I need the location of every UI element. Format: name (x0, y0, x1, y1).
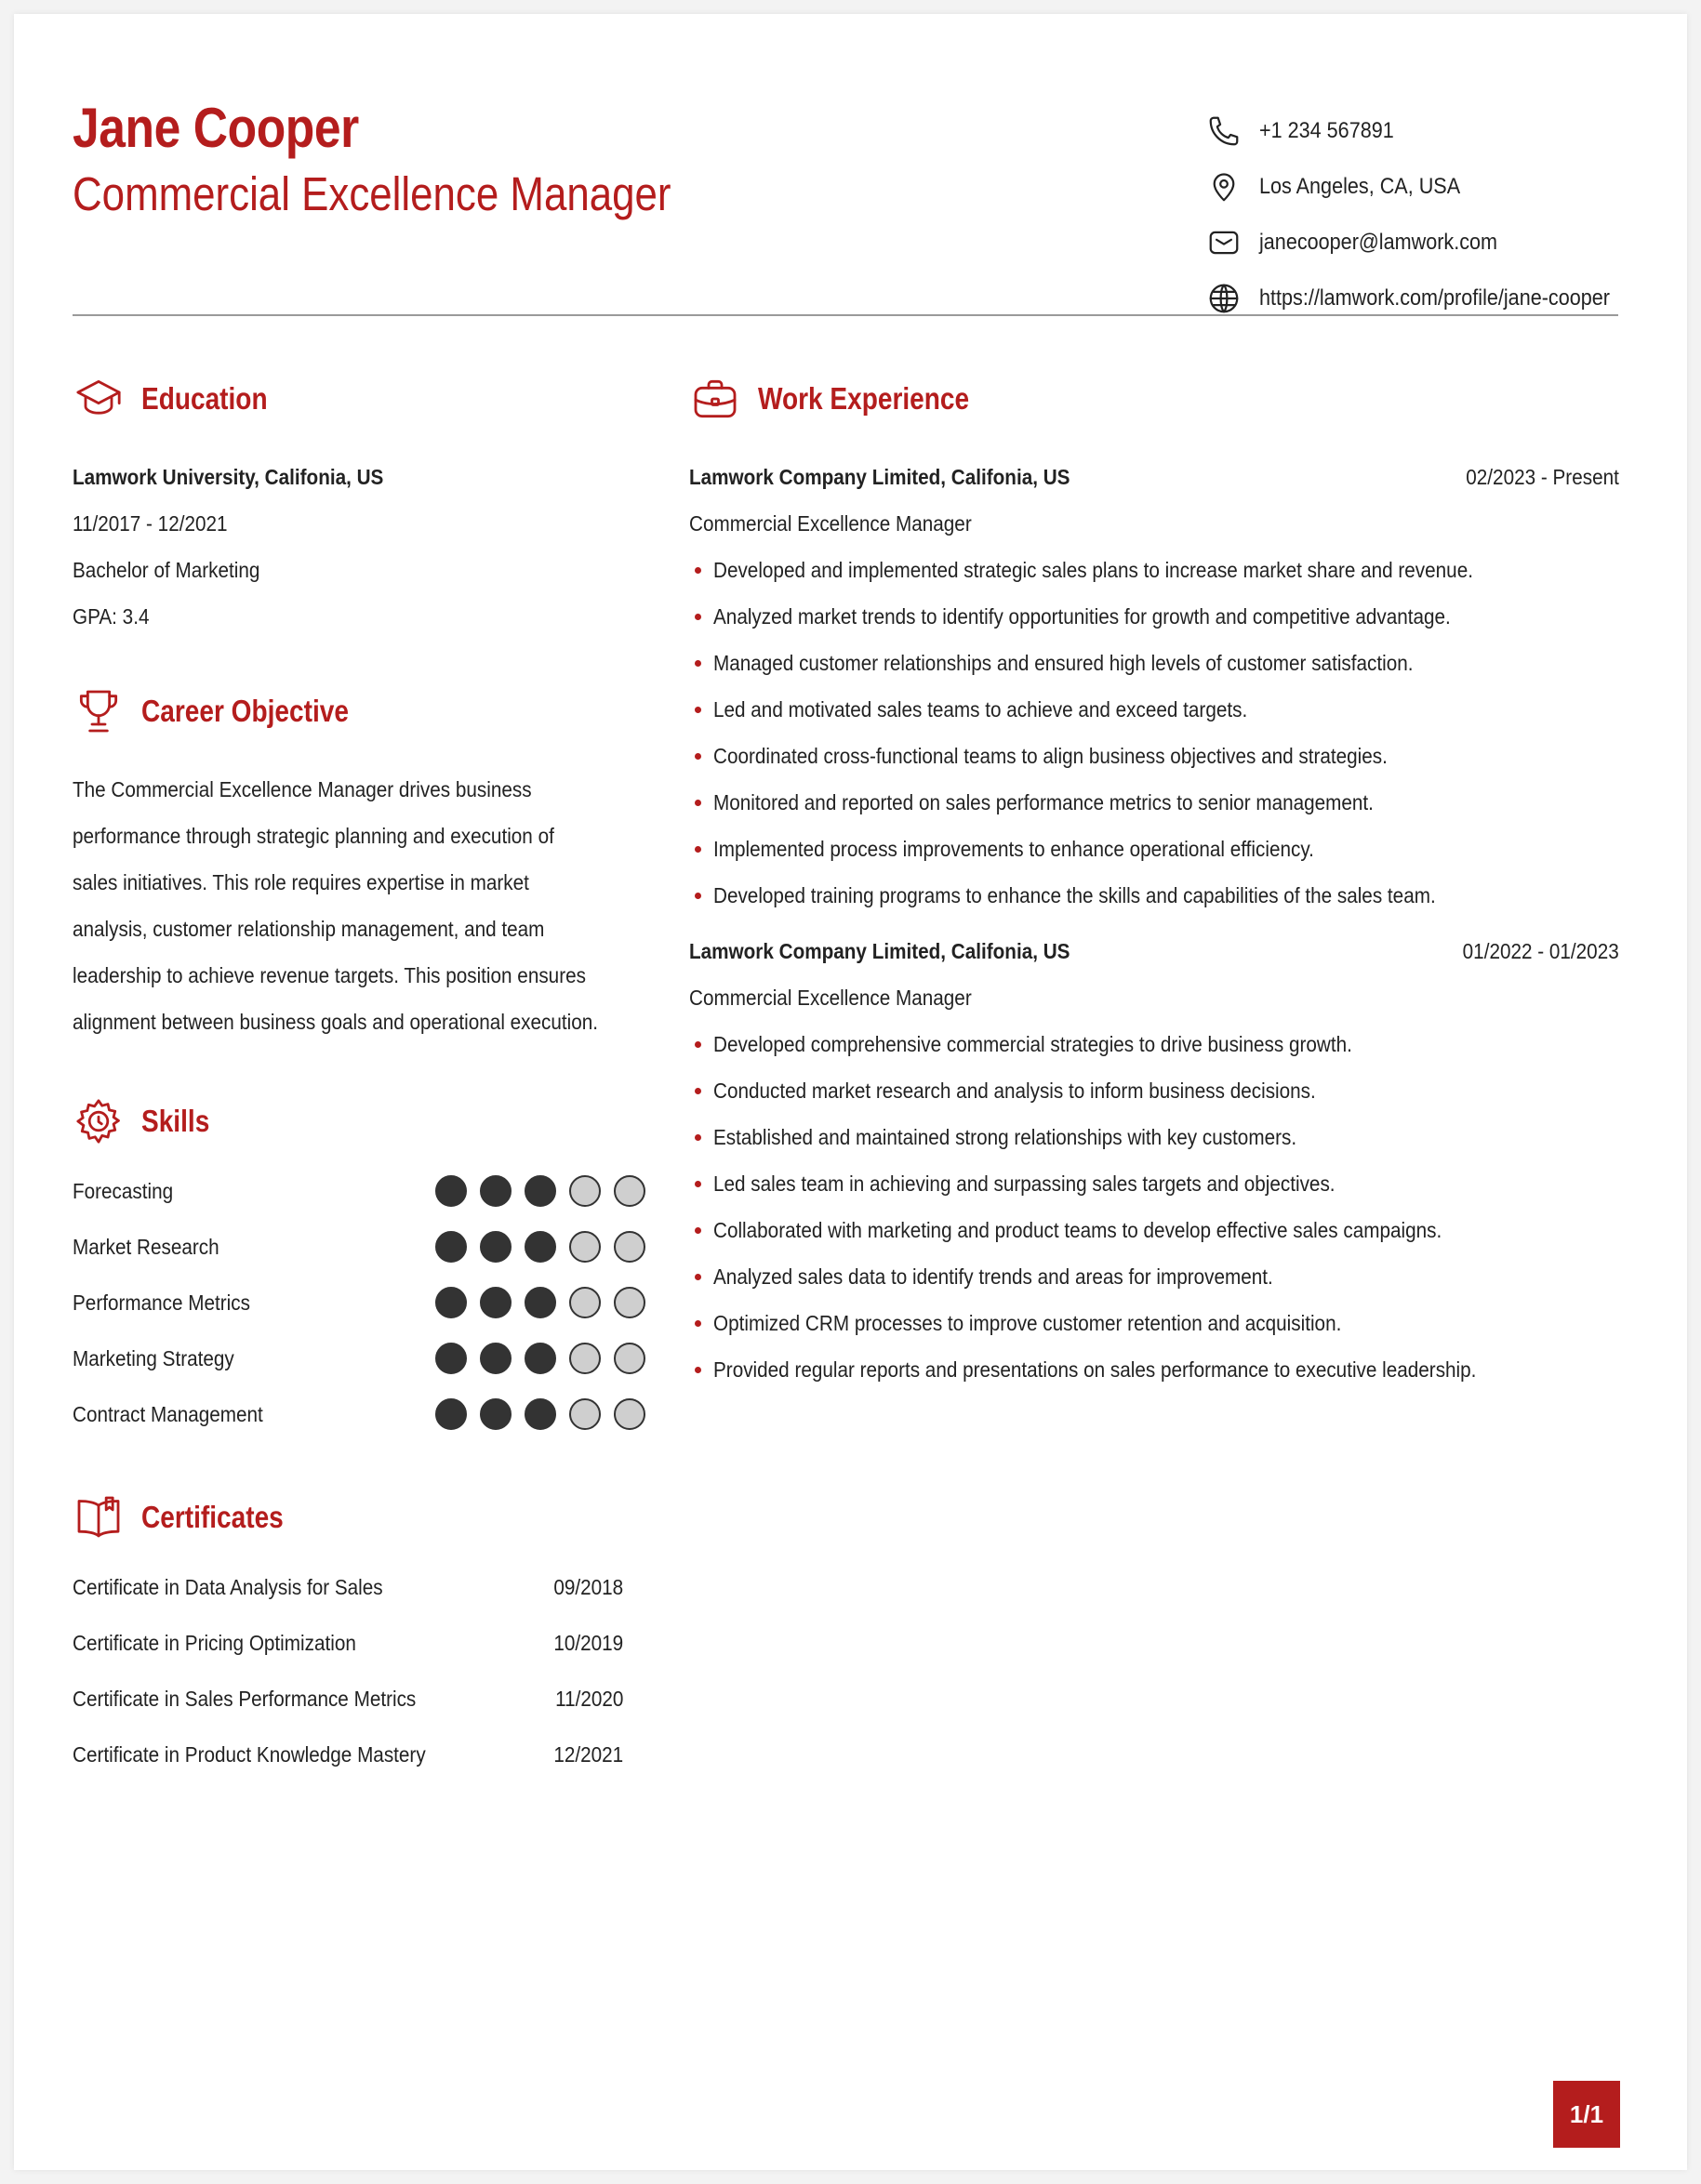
skills-title: Skills (141, 1104, 210, 1138)
rating-dot-filled (435, 1287, 467, 1318)
bullet-dot (695, 1274, 701, 1280)
education-dates: 11/2017 - 12/2021 (73, 510, 228, 536)
job-bullet-text: Implemented process improvements to enhance operational efficiency. (713, 836, 1314, 861)
skill-name: Performance Metrics (73, 1290, 250, 1315)
objective-line: performance through strategic planning and execution of (73, 823, 554, 848)
rating-dot-empty (614, 1287, 645, 1318)
objective-title: Career Objective (141, 694, 349, 728)
bullet-dot (695, 846, 701, 853)
rating-dot-empty (569, 1231, 601, 1263)
skill-rating (435, 1398, 658, 1430)
mail-icon (1206, 225, 1242, 260)
certificate-date: 09/2018 (553, 1574, 623, 1599)
candidate-title: Commercial Excellence Manager (73, 167, 671, 220)
skill-rating (435, 1287, 658, 1318)
skill-rating (435, 1175, 658, 1207)
header-divider (73, 314, 1618, 316)
bullet-dot (695, 660, 701, 667)
job-bullet-text: Coordinated cross-functional teams to align business objectives and strategies. (713, 743, 1388, 768)
job-bullet-text: Conducted market research and analysis to inform business decisions. (713, 1078, 1316, 1103)
skill-name: Forecasting (73, 1178, 174, 1203)
education-degree: Bachelor of Marketing (73, 557, 260, 582)
contact-phone-text: +1 234 567891 (1259, 118, 1394, 143)
job-bullet (689, 1021, 1619, 1067)
rating-dot-filled (435, 1343, 467, 1374)
job-header (689, 928, 1619, 974)
skill-row (73, 1163, 640, 1219)
rating-dot-filled (480, 1175, 512, 1207)
bullet-dot (695, 1041, 701, 1048)
resume-page (14, 14, 1687, 2170)
skills-section (73, 1092, 640, 1442)
job-company: Lamwork Company Limited, Califonia, US (689, 464, 1070, 489)
rating-dot-empty (614, 1175, 645, 1207)
education-heading (73, 370, 640, 428)
job-dates: 02/2023 - Present (1466, 464, 1619, 489)
bullet-dot (695, 893, 701, 899)
job-bullet (689, 733, 1619, 779)
skill-rating (435, 1343, 658, 1374)
contact-location-text: Los Angeles, CA, USA (1259, 174, 1461, 199)
certificate-name: Certificate in Data Analysis for Sales (73, 1574, 383, 1599)
graduation-cap-icon (73, 373, 125, 425)
rating-dot-empty (569, 1398, 601, 1430)
education-school: Lamwork University, Califonia, US (73, 464, 384, 489)
rating-dot-filled (525, 1175, 556, 1207)
certificate-row (73, 1615, 623, 1671)
job-bullet-text: Led and motivated sales teams to achieve and exceed targets. (713, 696, 1248, 721)
page-indicator: 1/1 (1553, 2081, 1620, 2148)
skill-rating (435, 1231, 658, 1263)
phone-icon (1206, 113, 1242, 149)
skill-name: Marketing Strategy (73, 1345, 234, 1370)
certificates-section (73, 1489, 623, 1782)
education-gpa: GPA: 3.4 (73, 603, 150, 629)
certificate-date: 10/2019 (553, 1630, 623, 1655)
rating-dot-filled (435, 1398, 467, 1430)
rating-dot-empty (569, 1343, 601, 1374)
job-bullet (689, 686, 1619, 733)
contact-email (1206, 215, 1634, 271)
education-title: Education (141, 381, 268, 416)
job-header (689, 454, 1619, 500)
job-bullet-text: Developed and implemented strategic sales plans to increase market share and revenue. (713, 557, 1473, 582)
skill-row (73, 1219, 640, 1275)
job-bullet (689, 1346, 1619, 1393)
briefcase-icon (689, 373, 741, 425)
experience-section (689, 370, 1619, 1393)
education-section (73, 370, 640, 640)
skill-name: Market Research (73, 1234, 219, 1259)
job-role: Commercial Excellence Manager (689, 510, 972, 536)
bullet-dot (695, 1367, 701, 1373)
job-role: Commercial Excellence Manager (689, 985, 972, 1010)
certificates-heading (73, 1489, 623, 1546)
rating-dot-empty (614, 1398, 645, 1430)
bullet-dot (695, 567, 701, 574)
objective-section (73, 682, 640, 1045)
job-bullet (689, 593, 1619, 640)
bullet-dot (695, 1181, 701, 1187)
job-entry (689, 454, 1619, 919)
job-bullet (689, 872, 1619, 919)
job-company: Lamwork Company Limited, Califonia, US (689, 938, 1070, 963)
rating-dot-empty (614, 1231, 645, 1263)
globe-icon (1206, 281, 1242, 316)
objective-line: sales initiatives. This role requires expertise in market (73, 869, 529, 894)
rating-dot-filled (525, 1287, 556, 1318)
rating-dot-filled (435, 1231, 467, 1263)
certificate-date: 11/2020 (554, 1686, 623, 1711)
job-bullet-text: Developed comprehensive commercial strategies to drive business growth. (713, 1031, 1352, 1056)
skill-row (73, 1275, 640, 1330)
bullet-dot (695, 1320, 701, 1327)
bullet-dot (695, 800, 701, 806)
rating-dot-filled (480, 1231, 512, 1263)
bullet-dot (695, 707, 701, 713)
rating-dot-filled (480, 1343, 512, 1374)
certificate-name: Certificate in Sales Performance Metrics (73, 1686, 417, 1711)
job-bullet (689, 640, 1619, 686)
skill-row (73, 1330, 640, 1386)
job-bullet-text: Analyzed sales data to identify trends and areas for improvement. (713, 1264, 1273, 1289)
contact-list (1206, 103, 1634, 326)
certificate-date: 12/2021 (553, 1741, 623, 1767)
contact-email-text[interactable]: janecooper@lamwork.com (1259, 230, 1498, 255)
certificate-name: Certificate in Pricing Optimization (73, 1630, 356, 1655)
objective-line: analysis, customer relationship management, and team (73, 916, 545, 941)
job-bullet (689, 547, 1619, 593)
skill-name: Contract Management (73, 1401, 263, 1426)
objective-line: alignment between business goals and operational execution. (73, 1009, 599, 1034)
job-bullet (689, 1300, 1619, 1346)
job-bullet (689, 779, 1619, 826)
skill-row (73, 1386, 640, 1442)
rating-dot-empty (614, 1343, 645, 1374)
job-bullet-text: Developed training programs to enhance the skills and capabilities of the sales team. (713, 882, 1436, 907)
job-bullet (689, 1207, 1619, 1253)
certificate-name: Certificate in Product Knowledge Mastery (73, 1741, 426, 1767)
objective-line: leadership to achieve revenue targets. This position ensures (73, 962, 586, 987)
rating-dot-filled (525, 1231, 556, 1263)
certificates-list (73, 1559, 623, 1782)
experience-title: Work Experience (758, 381, 970, 416)
contact-phone (1206, 103, 1634, 159)
rating-dot-filled (525, 1398, 556, 1430)
job-bullet-text: Established and maintained strong relationships with key customers. (713, 1124, 1297, 1149)
rating-dot-filled (480, 1398, 512, 1430)
jobs-list (689, 454, 1619, 1393)
bullet-dot (695, 614, 701, 620)
experience-heading (689, 370, 1619, 428)
job-bullet (689, 826, 1619, 872)
job-bullet-text: Managed customer relationships and ensured high levels of customer satisfaction. (713, 650, 1414, 675)
objective-line: The Commercial Excellence Manager drives business (73, 776, 532, 801)
job-bullet-text: Led sales team in achieving and surpassing sales targets and objectives. (713, 1171, 1336, 1196)
job-bullet (689, 1253, 1619, 1300)
rating-dot-filled (480, 1287, 512, 1318)
trophy-icon (73, 685, 125, 737)
job-bullet-text: Monitored and reported on sales performance metrics to senior management. (713, 789, 1374, 814)
location-icon (1206, 169, 1242, 205)
job-bullet-text: Optimized CRM processes to improve customer retention and acquisition. (713, 1310, 1342, 1335)
certificate-row (73, 1671, 623, 1727)
bullet-dot (695, 1088, 701, 1094)
rating-dot-empty (569, 1287, 601, 1318)
certificate-row (73, 1727, 623, 1782)
job-dates: 01/2022 - 01/2023 (1462, 938, 1619, 963)
job-entry (689, 928, 1619, 1393)
job-bullet (689, 1160, 1619, 1207)
bullet-dot (695, 1227, 701, 1234)
objective-heading (73, 682, 640, 740)
job-bullet-text: Provided regular reports and presentations on sales performance to executive leadership. (713, 1357, 1477, 1382)
candidate-name: Jane Cooper (73, 97, 359, 159)
certificate-row (73, 1559, 623, 1615)
gear-icon (73, 1095, 125, 1147)
job-bullet-text: Collaborated with marketing and product teams to develop effective sales campaigns. (713, 1217, 1442, 1242)
certificates-title: Certificates (141, 1500, 284, 1534)
job-bullet-text: Analyzed market trends to identify opportunities for growth and competitive advantage. (713, 603, 1451, 629)
contact-website (1206, 271, 1634, 326)
book-icon (73, 1491, 125, 1543)
job-bullet (689, 1067, 1619, 1114)
contact-location (1206, 159, 1634, 215)
rating-dot-empty (569, 1175, 601, 1207)
bullet-dot (695, 1134, 701, 1141)
rating-dot-filled (435, 1175, 467, 1207)
contact-website-text[interactable]: https://lamwork.com/profile/jane-cooper (1259, 285, 1610, 311)
skills-list (73, 1163, 640, 1442)
rating-dot-filled (525, 1343, 556, 1374)
job-bullet (689, 1114, 1619, 1160)
skills-heading (73, 1092, 640, 1150)
bullet-dot (695, 753, 701, 760)
